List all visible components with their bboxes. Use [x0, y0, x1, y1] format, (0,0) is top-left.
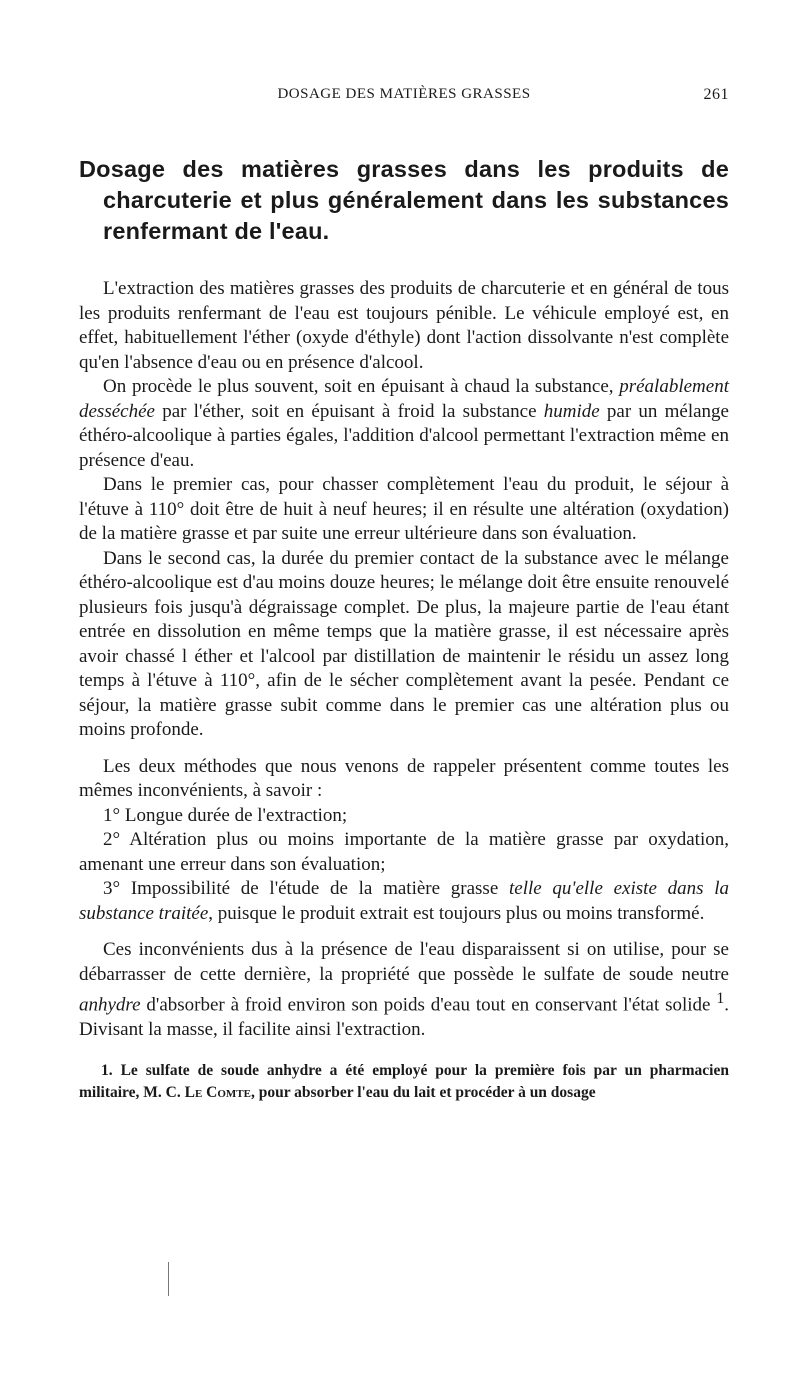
section-title: Dosage des matières grasses dans les produits de charcuterie et plus généralement dans les substances renfermant de l'eau.	[79, 156, 729, 244]
paragraph-2-text-a: On procède le plus souvent, soit en épuisant à chaud la substance,	[103, 376, 620, 397]
paragraph-6-text-c: d'absorber à froid environ son poids d'eau tout en conservant l'état solide	[140, 994, 717, 1016]
book-page	[79, 86, 729, 1104]
paragraph-5: Les deux méthodes que nous venons de rappeler présentent comme toutes les mêmes inconvénients, à savoir :	[79, 755, 729, 801]
paragraph-2-text-e: par un mélange éthéro-alcoolique à parties égales, l'addition d'alcool permettant l'extraction même en présence d'eau.	[79, 400, 729, 471]
paragraph-3: Dans le premier cas, pour chasser complètement l'eau du produit, le séjour à l'étuve à 110° doit être de huit à neuf heures; il en résulte une altération (oxydation) de la matière grasse et par suite une erreur ultérieure dans son évaluation.	[79, 474, 729, 544]
emphasis-prealablement: préalablement desséchée	[79, 376, 729, 422]
emphasis-humide: humide	[543, 400, 600, 422]
emphasis-anhydre: anhydre	[79, 994, 141, 1016]
list-item-3-text-c: , puisque le produit extrait est toujours plus ou moins transformé.	[208, 902, 705, 924]
footnote-text-a: 1. Le sulfate de soude anhydre a été employé pour la première fois par un pharmacien militaire, M. C.	[79, 1062, 729, 1102]
running-title: DOSAGE DES MATIÈRES GRASSES	[277, 86, 531, 102]
footnote-text-b: , pour absorber l'eau du lait et procéder à un dosage	[250, 1084, 596, 1102]
page-number: 261	[703, 86, 729, 103]
scan-mark	[168, 1262, 169, 1296]
paragraph-4: Dans le second cas, la durée du premier contact de la substance avec le mélange éthéro-alcoolique est d'au moins douze heures; le mélange doit être ensuite renouvelé plusieurs fois jusqu'à dégraissage complet. De plus, la majeure partie de l'eau étant entrée en dissolution en même temps que la matière grasse, il est nécessaire après avoir chassé l éther et l'alcool par distillation de maintenir le résidu un assez long temps à l'étuve à 110°, afin de le sécher complètement avant la pesée. Pendant ce séjour, la matière grasse subit comme dans le premier cas une altération plus ou moins profonde.	[79, 547, 729, 740]
paragraph-6	[79, 938, 729, 1042]
list-item-3-text-a: 3° Impossibilité de l'étude de la matière grasse	[103, 878, 509, 899]
list-item-1: 1° Longue durée de l'extraction;	[103, 804, 348, 826]
paragraph-6-text-a: Ces inconvénients dus à la présence de l'eau disparaissent si on utilise, pour se débarrasser de cette dernière, la propriété que possède le sulfate de soude neutre	[79, 939, 729, 985]
footnote-reference[interactable]: 1	[716, 990, 725, 1007]
paragraph-2	[79, 375, 729, 473]
paragraph-1: L'extraction des matières grasses des produits de charcuterie et en général de tous les produits renfermant de l'eau est toujours pénible. Le véhicule employé est, en effet, habituellement l'éther (oxyde d'éthyle) dont l'action dissolvante n'est complète qu'en l'absence d'eau ou en présence d'alcool.	[79, 278, 729, 373]
running-header	[79, 86, 729, 112]
paragraph-6-text-d: . Divisant la masse, il facilite ainsi l'extraction.	[79, 994, 729, 1040]
paragraph-2-text-c: par l'éther, soit en épuisant à froid la substance	[154, 400, 544, 422]
footnote-name: Le Comte	[184, 1084, 251, 1102]
footnote	[79, 1060, 729, 1104]
emphasis-telle-quelle: telle qu'elle existe dans la substance traitée	[79, 878, 729, 924]
list-item-3	[79, 877, 729, 926]
list-item-2: 2° Altération plus ou moins importante de la matière grasse par oxydation, amenant une erreur dans son évaluation;	[79, 829, 729, 875]
